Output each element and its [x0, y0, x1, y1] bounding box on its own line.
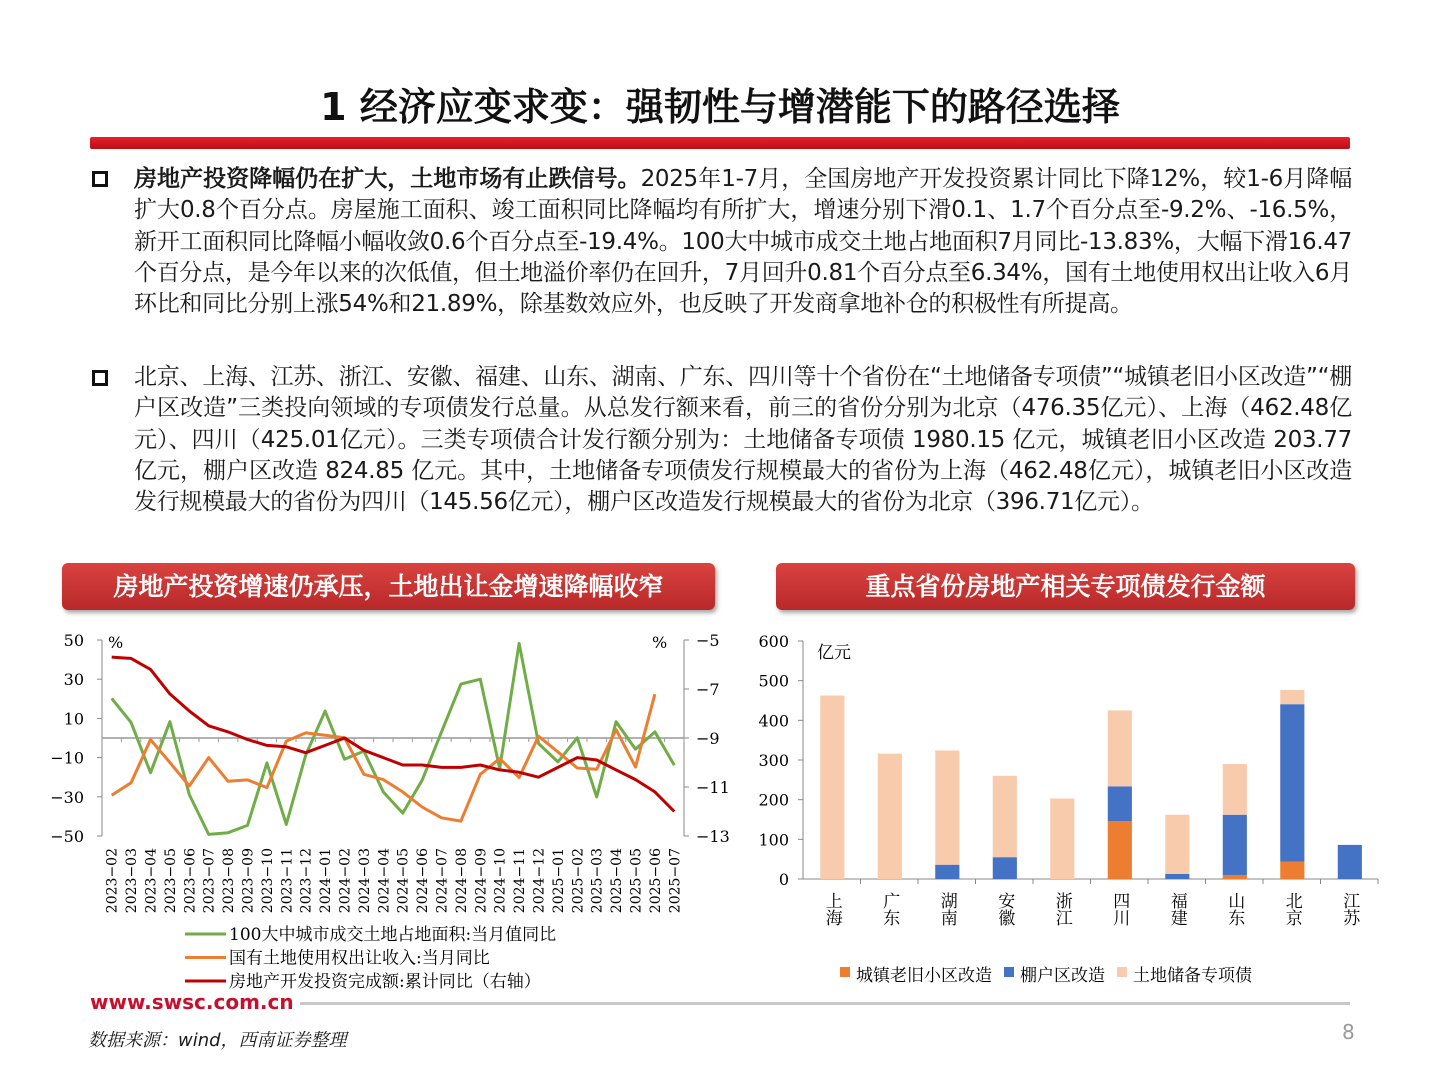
x-tick-label: 2023−09 — [240, 848, 257, 914]
legend-swatch — [840, 967, 850, 977]
x-tick-label: 江苏 — [1339, 892, 1360, 926]
y-tick-label-right: −11 — [696, 778, 730, 797]
x-tick-label: 2024−06 — [415, 848, 432, 914]
y-tick-label-left: 10 — [63, 709, 84, 729]
legend-label: 国有土地使用权出让收入:当月同比 — [229, 948, 490, 969]
x-tick-label: 2025−04 — [609, 848, 626, 914]
x-tick-label: 2025−05 — [628, 848, 645, 914]
footer-divider — [300, 1002, 1350, 1005]
legend-swatch — [1004, 967, 1014, 977]
x-tick-label: 2025−02 — [570, 848, 587, 914]
bar-segment-1 — [1223, 815, 1247, 875]
x-tick-label: 2024−08 — [453, 848, 470, 914]
legend-label: 100大中城市成交土地占地面积:当月值同比 — [229, 925, 557, 945]
bar-segment-1 — [993, 857, 1017, 879]
y-tick-label: 500 — [758, 671, 789, 691]
x-tick-label: 2023−08 — [221, 848, 238, 914]
x-tick-label: 2025−06 — [647, 848, 664, 914]
paragraph-special-bonds: 北京、上海、江苏、浙江、安徽、福建、山东、湖南、广东、四川等十个省份在“土地储备专项债”“城镇老旧小区改造”“棚户区改造”三类投向领域的专项债发行总量。从总发行额来看，前三的省份分别为北京（476.35亿元）、上海（462.48亿元）、四川（425.01亿元）。三类专项债合计发行额分别为：土地储备专项债 1980.15 亿元，城镇老旧小区改造 203.77 亿元，棚户区改造 824.85 亿元。其中，土地储备专项债发行规模最大的省份为上海（462.48亿元），城镇老旧小区改造发行规模最大的省份为四川（145.56亿元），棚户区改造发行规模最大的省份为北京（396.71亿元）。 — [134, 364, 1352, 516]
y-tick-label-left: −30 — [50, 787, 84, 807]
x-tick-label: 安徽 — [994, 892, 1015, 926]
bar-segment-1 — [1280, 704, 1304, 861]
bar-segment-2 — [1050, 798, 1074, 879]
y-tick-label-right: −7 — [696, 680, 720, 699]
y-tick-label-right: −5 — [696, 631, 720, 650]
x-tick-label: 2023−06 — [182, 848, 199, 914]
right-chart-banner: 重点省份房地产相关专项债发行金额 — [776, 563, 1355, 610]
y-unit-left: % — [108, 633, 124, 652]
bar-segment-2 — [878, 754, 902, 879]
legend-label: 城镇老旧小区改造 — [856, 966, 992, 986]
x-tick-label: 北京 — [1281, 892, 1302, 926]
x-tick-label: 2023−12 — [298, 848, 315, 914]
x-tick-label: 2023−07 — [201, 848, 218, 914]
data-source: 数据来源：wind，西南证券整理 — [88, 1030, 347, 1051]
x-tick-label: 广东 — [879, 892, 900, 926]
y-tick-label: 300 — [758, 751, 789, 770]
bar-segment-2 — [820, 696, 844, 879]
y-tick-label: 100 — [758, 830, 789, 850]
bar-segment-2 — [993, 776, 1017, 857]
bar-segment-2 — [1165, 815, 1189, 874]
page-number: 8 — [1342, 1020, 1355, 1044]
line-chart — [0, 0, 760, 1000]
x-tick-label: 2024−09 — [473, 848, 490, 914]
bar-segment-1 — [1165, 874, 1189, 879]
paragraph-headline: 房地产投资降幅仍在扩大，土地市场有止跌信号。 — [134, 166, 641, 192]
x-tick-label: 四川 — [1109, 892, 1130, 926]
bar-segment-0 — [1223, 875, 1247, 879]
legend-swatch — [1117, 967, 1127, 977]
x-tick-label: 浙江 — [1051, 892, 1072, 926]
x-tick-label: 2024−02 — [337, 848, 354, 914]
bar-segment-0 — [1108, 821, 1132, 879]
y-tick-label-right: −13 — [696, 827, 730, 846]
y-tick-label-right: −9 — [696, 729, 720, 748]
page-title: 1 经济应变求变：强韧性与增潜能下的路径选择 — [320, 85, 1120, 129]
y-tick-label-left: 50 — [63, 631, 84, 650]
y-tick-label-left: −50 — [50, 827, 84, 846]
y-tick-label: 400 — [758, 711, 789, 731]
x-tick-label: 2023−02 — [104, 848, 121, 914]
legend-label: 棚户区改造 — [1020, 966, 1105, 986]
bar-segment-1 — [935, 865, 959, 879]
y-tick-label: 600 — [758, 632, 789, 651]
bar-segment-1 — [1338, 845, 1362, 879]
bar-segment-1 — [1108, 786, 1132, 821]
x-tick-label: 2024−12 — [531, 848, 548, 914]
left-chart-banner: 房地产投资增速仍承压，土地出让金增速降幅收窄 — [62, 563, 715, 610]
y-tick-label-left: −10 — [50, 748, 84, 768]
x-tick-label: 2025−03 — [589, 848, 606, 914]
y-tick-label-left: 30 — [63, 670, 84, 690]
x-tick-label: 福建 — [1166, 892, 1187, 926]
x-tick-label: 2025−01 — [550, 848, 567, 914]
paragraph-body: 2025年1-7月，全国房地产开发投资累计同比下降12%，较1-6月降幅扩大0.8个百分点。房屋施工面积、竣工面积同比降幅均有所扩大，增速分别下滑0.1、1.7个百分点至-9.2%、-16.5%，新开工面积同比降幅小幅收敛0.6个百分点至-19.4%。100大中城市成交土地占地面积7月同比-13.83%，大幅下滑16.47个百分点，是今年以来的次低值，但土地溢价率仍在回升，7月回升0.81个百分点至6.34%，国有土地使用权出让收入6月环比和同比分别上涨54%和21.89%，除基数效应外，也反映了开发商拿地补仓的积极性有所提高。 — [134, 166, 1352, 318]
bar-segment-0 — [1280, 862, 1304, 879]
y-unit-right: % — [652, 633, 668, 652]
y-tick-label: 200 — [758, 790, 789, 810]
bar-segment-2 — [1108, 710, 1132, 786]
x-tick-label: 2023−11 — [279, 848, 296, 914]
x-tick-label: 2024−10 — [492, 848, 509, 914]
x-tick-label: 2023−04 — [143, 848, 160, 914]
legend-label: 土地储备专项债 — [1133, 966, 1252, 986]
x-tick-label: 2025−07 — [667, 848, 684, 914]
x-tick-label: 2024−05 — [395, 848, 412, 914]
bar-segment-2 — [1223, 764, 1247, 815]
x-tick-label: 2024−11 — [512, 848, 529, 914]
x-tick-label: 2023−10 — [259, 848, 276, 914]
y-tick-label: 0 — [778, 870, 789, 889]
y-unit: 亿元 — [817, 643, 851, 663]
x-tick-label: 2023−05 — [162, 848, 179, 914]
legend-label: 房地产开发投资完成额:累计同比（右轴） — [229, 972, 541, 992]
x-tick-label: 2024−03 — [356, 848, 373, 914]
x-tick-label: 2024−04 — [376, 848, 393, 914]
x-tick-label: 上海 — [821, 892, 842, 926]
bar-segment-2 — [1280, 690, 1304, 704]
x-tick-label: 2023−03 — [124, 848, 141, 914]
bar-chart — [740, 0, 1440, 1000]
x-tick-label: 山东 — [1224, 892, 1245, 926]
x-tick-label: 2024−01 — [318, 848, 335, 914]
website-url[interactable]: www.swsc.com.cn — [90, 990, 294, 1014]
series-line-2 — [112, 657, 675, 811]
bar-segment-2 — [935, 750, 959, 864]
x-tick-label: 湖南 — [936, 892, 957, 926]
x-tick-label: 2024−07 — [434, 848, 451, 914]
